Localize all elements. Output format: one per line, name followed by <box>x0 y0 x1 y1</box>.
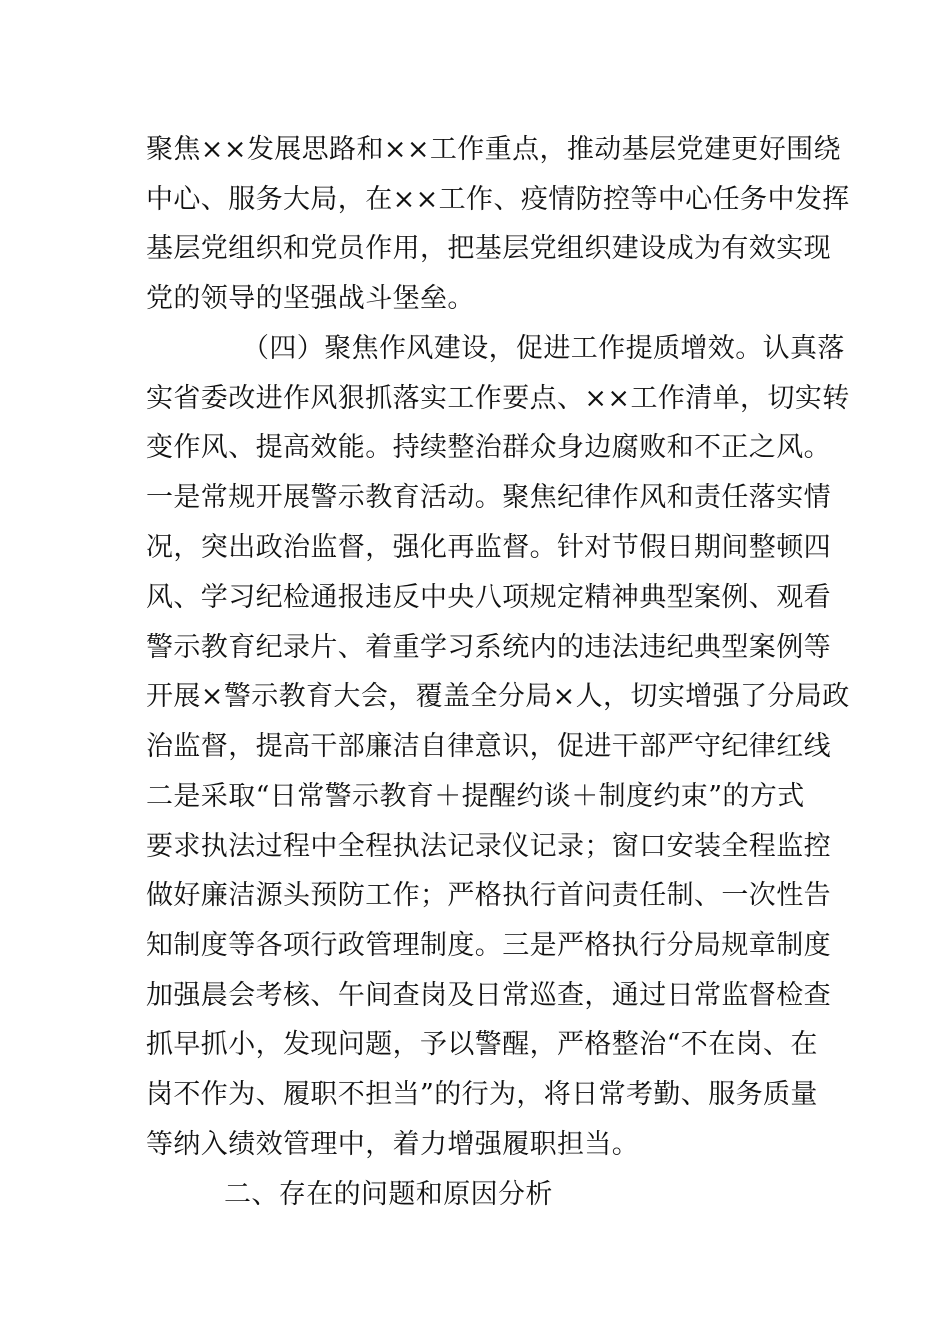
text-line: 变作风、提高效能。持续整治群众身边腐败和不正之风。 <box>146 432 831 463</box>
text-line: 等纳入绩效管理中，着力增强履职担当。 <box>146 1129 640 1160</box>
chapter-heading-line: 二、存在的问题和原因分析 <box>224 1179 553 1210</box>
text-line: 一是常规开展警示教育活动。聚焦纪律作风和责任落实情 <box>146 482 831 513</box>
text-line: 警示教育纪录片、着重学习系统内的违法违纪典型案例等 <box>146 632 831 663</box>
text-line: 基层党组织和党员作用，把基层党组织建设成为有效实现 <box>146 233 831 264</box>
section-heading-line: （四）聚焦作风建设，促进工作提质增效。认真落 <box>242 333 845 364</box>
text-line: 要求执法过程中全程执法记录仪记录；窗口安装全程监控 <box>146 831 831 862</box>
text-line: 实省委改进作风狠抓落实工作要点、××工作清单，切实转 <box>146 383 850 414</box>
text-line: 聚焦××发展思路和××工作重点，推动基层党建更好围绕 <box>146 134 841 165</box>
text-line: 岗不作为、履职不担当”的行为，将日常考勤、服务质量 <box>146 1079 818 1110</box>
text-line: 开展×警示教育大会，覆盖全分局×人，切实增强了分局政 <box>146 681 850 712</box>
text-line: 况，突出政治监督，强化再监督。针对节假日期间整顿四 <box>146 532 831 563</box>
text-line: 中心、服务大局，在××工作、疫情防控等中心任务中发挥 <box>146 184 850 215</box>
text-line: 二是采取“日常警示教育＋提醒约谈＋制度约束”的方式 <box>146 781 805 812</box>
text-line: 加强晨会考核、午间查岗及日常巡查，通过日常监督检查 <box>146 980 831 1011</box>
text-line: 做好廉洁源头预防工作；严格执行首问责任制、一次性告 <box>146 880 831 911</box>
text-line: 知制度等各项行政管理制度。三是严格执行分局规章制度 <box>146 930 831 961</box>
text-line: 风、学习纪检通报违反中央八项规定精神典型案例、观看 <box>146 582 831 613</box>
text-line: 党的领导的坚强战斗堡垒。 <box>146 283 475 314</box>
text-line: 抓早抓小，发现问题，予以警醒，严格整治“不在岗、在 <box>146 1029 818 1060</box>
text-line: 治监督，提高干部廉洁自律意识，促进干部严守纪律红线 <box>146 731 831 762</box>
